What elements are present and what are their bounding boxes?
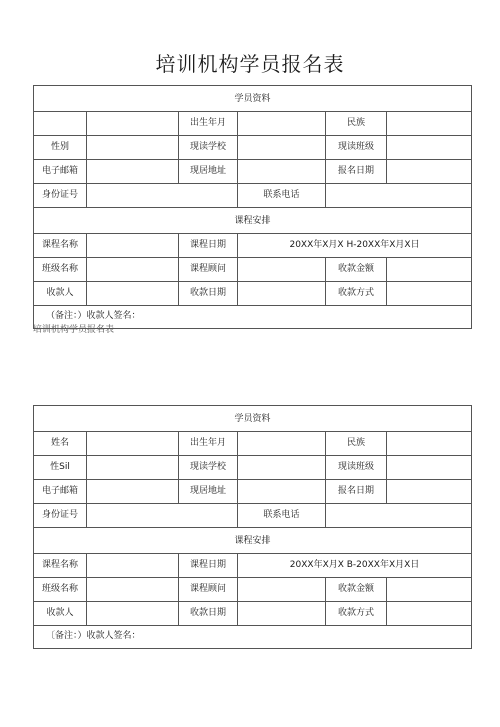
- label-address: 现居地址: [179, 160, 238, 184]
- field-name[interactable]: [87, 432, 179, 456]
- table-row: [34, 258, 472, 282]
- label-school: 现读学校: [179, 136, 238, 160]
- table-row: [34, 432, 472, 456]
- table-row: [34, 578, 472, 602]
- field-class-name[interactable]: [87, 258, 179, 282]
- label-advisor: 课程顾问: [179, 578, 238, 602]
- field-payment-method[interactable]: [387, 602, 472, 626]
- label-payment-method: 收款方式: [326, 602, 387, 626]
- registration-form-1: [33, 85, 472, 329]
- field-amount[interactable]: [387, 578, 472, 602]
- label-school: 现读学校: [179, 456, 238, 480]
- label-ethnicity: 民族: [326, 432, 387, 456]
- field-ethnicity[interactable]: [387, 112, 472, 136]
- field-course-name[interactable]: [87, 554, 179, 578]
- table-row: [34, 456, 472, 480]
- field-class[interactable]: [387, 136, 472, 160]
- field-signup-date[interactable]: [387, 160, 472, 184]
- label-class: 现读班级: [326, 136, 387, 160]
- field-class-name[interactable]: [87, 578, 179, 602]
- label-amount: 收款金额: [326, 578, 387, 602]
- label-gender: 性别: [34, 136, 87, 160]
- field-payee[interactable]: [87, 602, 179, 626]
- label-course-date: 课程日期: [179, 234, 238, 258]
- label-phone: 联系电话: [238, 504, 326, 528]
- table-row: [34, 160, 472, 184]
- label-advisor: 课程顾问: [179, 258, 238, 282]
- field-ethnicity[interactable]: [387, 432, 472, 456]
- label-payee: 收款人: [34, 282, 87, 306]
- registration-form-2: [33, 405, 472, 649]
- section-header-student-info: 学员资料: [34, 86, 472, 112]
- field-id-number[interactable]: [87, 504, 238, 528]
- field-birth[interactable]: [238, 432, 326, 456]
- label-birth: 出生年月: [179, 432, 238, 456]
- field-school[interactable]: [238, 456, 326, 480]
- label-phone: 联系电话: [238, 184, 326, 208]
- label-name: 姓名: [34, 432, 87, 456]
- section-header-course: 课程安排: [34, 208, 472, 234]
- table-row: [34, 112, 472, 136]
- field-course-date[interactable]: 20XX年X月X H-20XX年X月X日: [238, 234, 472, 258]
- label-signup-date: 报名日期: [326, 160, 387, 184]
- note-signature[interactable]: 〔备注：）收款人签名：: [34, 626, 472, 649]
- label-class: 现读班级: [326, 456, 387, 480]
- page-footer: 培训机构学员报名表: [33, 325, 115, 335]
- label-gender: 性Sil: [34, 456, 87, 480]
- label-id-number: 身份证号: [34, 184, 87, 208]
- field-birth[interactable]: [238, 112, 326, 136]
- table-row: [34, 504, 472, 528]
- note-signature[interactable]: （备注：）收款人签名：: [34, 306, 472, 329]
- field-advisor[interactable]: [238, 258, 326, 282]
- field-payment-date[interactable]: [238, 602, 326, 626]
- field-payment-date[interactable]: [238, 282, 326, 306]
- field-signup-date[interactable]: [387, 480, 472, 504]
- field-course-date[interactable]: 20XX年X月X B-20XX年X月X日: [238, 554, 472, 578]
- field-school[interactable]: [238, 136, 326, 160]
- table-row: [34, 602, 472, 626]
- field-phone[interactable]: [326, 504, 472, 528]
- label-payment-date: 收款日期: [179, 602, 238, 626]
- field-payment-method[interactable]: [387, 282, 472, 306]
- field-course-name[interactable]: [87, 234, 179, 258]
- field-advisor[interactable]: [238, 578, 326, 602]
- table-row: [34, 184, 472, 208]
- page-title: 培训机构学员报名表: [155, 52, 345, 76]
- table-row: [34, 234, 472, 258]
- label-payment-method: 收款方式: [326, 282, 387, 306]
- label-ethnicity: 民族: [326, 112, 387, 136]
- field-amount[interactable]: [387, 258, 472, 282]
- label-address: 现居地址: [179, 480, 238, 504]
- label-birth: 出生年月: [179, 112, 238, 136]
- field-id-number[interactable]: [87, 184, 238, 208]
- label-payment-date: 收款日期: [179, 282, 238, 306]
- field-payee[interactable]: [87, 282, 179, 306]
- field-gender[interactable]: [87, 136, 179, 160]
- label-course-date: 课程日期: [179, 554, 238, 578]
- field-phone[interactable]: [326, 184, 472, 208]
- label-id-number: 身份证号: [34, 504, 87, 528]
- label-email: 电子邮箱: [34, 480, 87, 504]
- label-course-name: 课程名称: [34, 234, 87, 258]
- section-header-student-info: 学员资料: [34, 406, 472, 432]
- label-course-name: 课程名称: [34, 554, 87, 578]
- field-email[interactable]: [87, 480, 179, 504]
- table-row: [34, 282, 472, 306]
- label-signup-date: 报名日期: [326, 480, 387, 504]
- field-address[interactable]: [238, 480, 326, 504]
- table-row: [34, 480, 472, 504]
- label-class-name: 班级名称: [34, 258, 87, 282]
- field-class[interactable]: [387, 456, 472, 480]
- field-address[interactable]: [238, 160, 326, 184]
- label-email: 电子邮箱: [34, 160, 87, 184]
- label-payee: 收款人: [34, 602, 87, 626]
- label-name: [34, 112, 87, 136]
- field-name[interactable]: [87, 112, 179, 136]
- field-email[interactable]: [87, 160, 179, 184]
- table-row: [34, 554, 472, 578]
- label-class-name: 班级名称: [34, 578, 87, 602]
- section-header-course: 课程安排: [34, 528, 472, 554]
- label-amount: 收款金额: [326, 258, 387, 282]
- table-row: [34, 136, 472, 160]
- field-gender[interactable]: [87, 456, 179, 480]
